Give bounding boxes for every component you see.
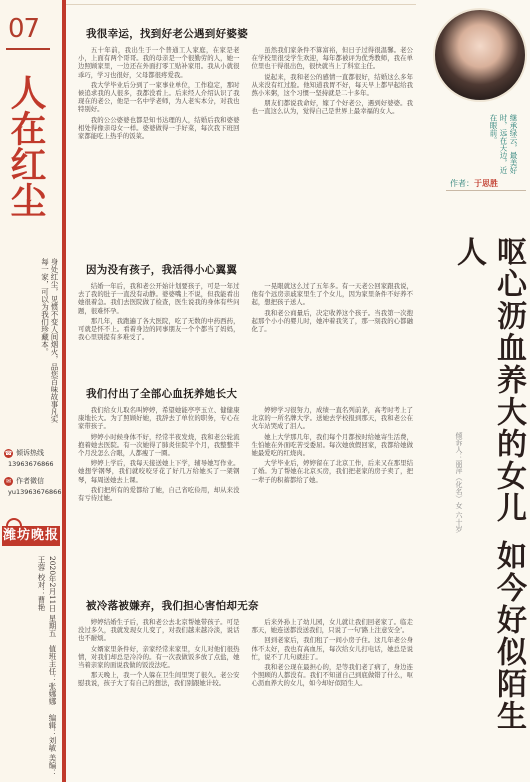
author-name: 于思胜 — [474, 179, 498, 188]
section-column-left — [78, 406, 240, 504]
paragraph: 婷婷学习很努力，成绩一直名列前茅，高考时考上了北京的一所名牌大学。送她去学校报到那天，我和老公在火车站哭成了泪人。 — [251, 406, 413, 431]
section-column-right — [252, 282, 414, 343]
paragraph: 大学毕业后，婷婷留在了北京工作，后来又在那里结了婚。为了帮她在北京买房，我们把老家的房子卖了，把一辈子的积蓄都给了她。 — [251, 459, 413, 484]
title-line-2: 如今好似陌生人 — [451, 236, 526, 732]
email-value: yu13963676866 — [8, 488, 62, 496]
page-number: 07 — [8, 14, 40, 44]
author-bio: 继承绿云，最美好时，远在天边，近在眼前。 — [489, 114, 518, 174]
paragraph: 女婿家里条件好，亲家经常来家里，女儿对他们很热情，对我们却总是冷冷的。有一次我做饭多放了点盐，她当着亲家的面说我做的饭没法吃。 — [78, 644, 240, 670]
left-red-divider — [62, 0, 66, 782]
top-rule — [66, 4, 416, 5]
section-column-left — [78, 46, 240, 142]
right-feature-panel — [418, 0, 530, 782]
section-column-left — [78, 618, 240, 690]
paragraph: 后来外孙上了幼儿园，女儿就让我们回老家了。临走那天，她连送都没送我们，只说了一句'路上注意安全'。 — [251, 618, 413, 635]
hotline-row — [4, 448, 60, 458]
paragraph: 朋友们都说我命好，嫁了个好老公，遇到好婆婆。我也一直这么认为，觉得自己是世界上最幸福的女人。 — [251, 99, 413, 116]
paragraph: 那几年，我跑遍了各大医院，吃了无数的中药西药，可就是怀不上。看着身边的同事朋友一个个都当了妈妈，我心里别提有多难受了。 — [78, 316, 240, 342]
email-label: 作者微信 — [16, 477, 44, 485]
hotline-number: 13963676866 — [8, 460, 54, 468]
title-line-1: 呕心沥血养大的女儿 — [491, 236, 526, 524]
paragraph: 五十年前，我出生于一个普通工人家庭，在家是老小，上面有两个哥哥。我的母亲是一个很勤劳的人，她一边照顾家里，一边还在外面打零工贴补家用。我从小就很乖巧，学习也很好，父母都很疼爱我。 — [78, 46, 240, 79]
paragraph: 我们给女儿取名叫婷婷，希望她能亭亭玉立、健健康康地长大。为了照顾好她，我辞去了单位的职务，专心在家带孩子。 — [78, 406, 240, 431]
section-4 — [78, 592, 413, 782]
paragraph: 我大学毕业后分到了一家事业单位，工作稳定，那时候追求我的人很多，我都没看上。后来经人介绍认识了我现在的老公，他是一名中学老师，为人老实本分，对我也特别好。 — [78, 80, 240, 114]
paragraph: 说起来，我和老公的感情一直都很好，结婚这么多年从来没有红过脸。他知道我胃不好，每天早上都早起给我熬小米粥，这个习惯一坚持就是二十多年。 — [251, 72, 413, 98]
author-byline — [450, 178, 530, 189]
chat-icon: ✉ — [5, 477, 12, 485]
section-1 — [78, 20, 413, 225]
credit-editor-in-charge: 值班主任：张娜娜 — [48, 645, 57, 706]
paragraph: 婷婷上学后，我每天接送她上下学，辅导她写作业。她想学钢琴，我们就咬咬牙花了好几万给她买了一架钢琴，每周送她去上课。 — [78, 459, 240, 484]
credit-staff: 编辑：刘敏 美编：王蓉 校对：曹艳 — [37, 556, 57, 776]
paragraph: 回到老家后，我们租了一间小房子住。这几年老公身体不太好，我也有高血压，每次给女儿打电话，她总是说忙，说不了几句就挂了。 — [251, 636, 413, 661]
paragraph: 我们把所有的爱都给了她，自己省吃俭用，却从来没有亏待过她。 — [78, 485, 240, 503]
column-name: 人在红尘 — [5, 74, 47, 218]
byline-divider — [446, 190, 526, 191]
section-column-right — [252, 406, 414, 504]
credits — [34, 556, 58, 778]
left-masthead — [0, 0, 62, 782]
section-heading: 因为没有孩子，我活得小心翼翼 — [86, 264, 238, 276]
article-body — [78, 8, 413, 778]
paragraph: 婷婷小时候身体不好，经常半夜发烧，我和老公轮流抱着她去医院。有一次她得了肺炎住院半个月，我整整半个月没怎么合眼，人都瘦了一圈。 — [78, 432, 240, 458]
paragraph: 婷婷结婚生子后，我和老公去北京帮她带孩子。可是没过多久，我就发现女儿变了，对我们越来越冷淡，说话也不耐烦。 — [78, 618, 240, 643]
paragraph: 那天晚上，我一个人躲在卫生间里哭了很久。老公安慰我说，孩子大了有自己的想法，我们别跟她计较。 — [78, 671, 240, 688]
logo-text: 潍坊晚报 — [2, 526, 60, 546]
column-tagline: 身处红尘，见惯不变人间烟火，品您百味故事凡实每一家，可以为我们珍藏本。 — [40, 258, 59, 423]
narrator-note: 倾诉人：丽萍（化名）女 六十岁 — [455, 432, 463, 533]
phone-icon: ☎ — [4, 449, 13, 457]
paragraph: 我和老公商量后，决定收养这个孩子。当我第一次抱起那个小小的婴儿时，她冲着我笑了，那一刻我的心都融化了。 — [251, 308, 413, 334]
hotline-label: 倾诉热线 — [16, 449, 44, 457]
section-heading: 被冷落被嫌弃，我们担心害怕却无奈 — [86, 600, 259, 612]
paragraph: 我和老公现在最担心的，是等我们老了病了，身边连个照顾的人都没有。我们不知道自己到底做错了什么，呕心沥血养大的女儿，如今却好似陌生人。 — [251, 663, 413, 688]
email-row — [4, 476, 60, 486]
paragraph: 虽然我们家条件不算富裕，但日子过得很温馨。老公在学校里很受学生欢迎，每年都被评为优秀教师，我在单位里也干得很出色，很快就当上了科室主任。 — [251, 46, 413, 71]
section-heading: 我们付出了全部心血抚养她长大 — [86, 388, 238, 400]
page-number-rule — [6, 48, 50, 50]
newspaper-logo — [2, 518, 60, 552]
section-3 — [78, 380, 413, 588]
paragraph: 我的公公婆婆也都是知书达理的人，结婚后我和婆婆相处得像亲母女一样。婆婆做得一手好菜，每次我下班回家都能吃上热乎的饭菜。 — [78, 115, 240, 141]
section-column-right — [252, 46, 414, 142]
credit-date: 2020年2月11日 星期五 — [48, 556, 57, 637]
paragraph: 结婚一年后，我和老公开始计划要孩子，可是一年过去了我的肚子一直没有动静。婆婆嘴上不说，但我能看出她很着急。我们去医院做了检查，医生说我的身体有些问题，很难怀孕。 — [78, 282, 240, 315]
author-label: 作者： — [450, 179, 474, 188]
section-heading: 我很幸运，找到好老公遇到好婆婆 — [86, 28, 248, 40]
section-column-left — [78, 282, 240, 343]
section-2 — [78, 256, 413, 374]
contact-block — [4, 448, 60, 504]
author-photo — [433, 8, 527, 102]
section-column-right — [252, 618, 414, 690]
paragraph: 一晃眼就这么过了五年多。有一天老公回家跟我说，他有个远房亲戚家里生了个女儿，因为家里条件不好养不起，想把孩子送人。 — [251, 282, 413, 307]
paragraph: 她上大学那几年，我们每个月都按时给她寄生活费，生怕她在外面吃苦受委屈。每次她放假回家，我都给她做她最爱吃的红烧肉。 — [251, 432, 413, 458]
